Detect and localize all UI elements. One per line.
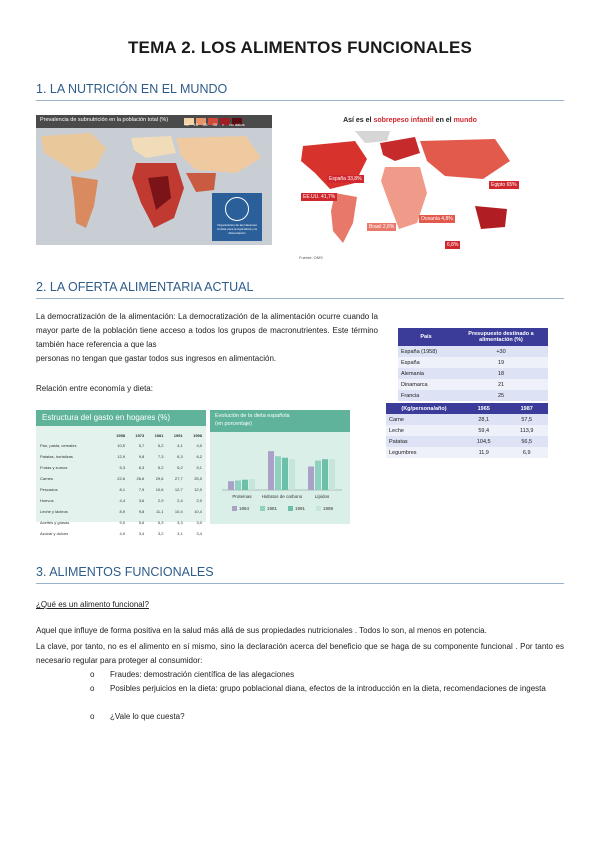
gasto-table-header: [39, 430, 203, 440]
x-tick-label: Hidratos de carbono: [261, 494, 303, 499]
table-row: Carne 28,1 57,5: [386, 414, 548, 425]
diet-table-header: (Kg/persona/año) 1965 1987: [386, 403, 548, 414]
section-heading-2: 2. LA OFERTA ALIMENTARIA ACTUAL: [36, 280, 254, 294]
gasto-column-header: 1998: [193, 432, 202, 438]
bar-lípidos-1964: [308, 467, 314, 490]
gasto-row-label: Leche y lácteos: [40, 509, 68, 514]
gasto-cell: 3,1: [177, 531, 183, 536]
bullet-item-2: Posibles perjuicios en la dieta: grupo poblacional diana, efectos de la introducción en la dieta, recomendaciones de ingesta: [110, 684, 546, 693]
document-title: TEMA 2. LOS ALIMENTOS FUNCIONALES: [127, 38, 473, 57]
child-overweight-map: [295, 115, 525, 263]
gasto-column-header: 1958: [116, 432, 126, 438]
gasto-cell: 5,2: [157, 465, 164, 470]
map-label-usa: EE.UU. 41,7%: [303, 194, 336, 200]
gasto-cell: 5,2: [157, 443, 164, 448]
gasto-cell: 22,6: [117, 476, 126, 481]
gasto-row-label: Patatas, hortalizas: [40, 454, 73, 459]
funcional-question: ¿Qué es un alimento funcional?: [36, 600, 149, 609]
table-row: [39, 462, 203, 473]
gasto-cell: 12,9: [117, 454, 126, 459]
section-heading-3: 3. ALIMENTOS FUNCIONALES: [36, 565, 214, 579]
gasto-cell: 2,9: [157, 498, 164, 503]
gasto-cell: 5,3: [157, 520, 164, 525]
bar-hidratos-de-carbono-1998: [289, 459, 295, 490]
x-tick-label: Proteínas: [232, 494, 252, 499]
map-label-oceania: Oceanía 4,8%: [421, 216, 453, 222]
gasto-cell: 4,0: [196, 443, 202, 448]
gasto-cell: 5,2: [177, 465, 183, 470]
gasto-cell: 11,1: [155, 509, 164, 514]
funcional-paragraph-1: Aquel que influye de forma positiva en la salud más allá de sus propiedades nutricionales . Todos lo son, al menos en potencia.: [36, 626, 487, 635]
section-rule-3: [36, 583, 564, 584]
gasto-cell: 10,5: [117, 443, 126, 448]
oferta-paragraph-2: personas no tengan que gastar todos sus ingresos en alimentación.: [36, 354, 277, 363]
gasto-title: Estructura del gasto en hogares (%): [36, 410, 206, 426]
oferta-paragraph-3: Relación entre economía y dieta:: [36, 384, 153, 393]
gasto-cell: 12,7: [174, 487, 183, 492]
legend-swatch-1981: [260, 506, 265, 511]
table-row: Dinamarca 21: [398, 379, 548, 390]
legend-swatch-1998: [316, 506, 321, 511]
gasto-cell: 4,4: [119, 498, 126, 503]
bar-lípidos-1981: [315, 461, 321, 490]
legend-swatch-1991: [288, 506, 293, 511]
dieta-evolucion-chart: [210, 410, 350, 524]
table-row: Francia 25: [398, 390, 548, 401]
gasto-cell: 5,6: [138, 520, 145, 525]
gasto-cell: 9,8: [138, 509, 145, 514]
legend-label-1964: 1964: [239, 506, 250, 511]
gasto-cell: 3,4: [196, 531, 202, 536]
gasto-cell: 5,7: [138, 443, 145, 448]
map-label-brazil: Brasil 2,8%: [369, 224, 395, 230]
overweight-map-title: Así es el sobrepeso infantil en el mundo: [343, 117, 477, 124]
bar-proteínas-1998: [249, 479, 255, 490]
gasto-cell: 9,8: [138, 454, 145, 459]
budget-table: [398, 328, 548, 401]
table-row: [39, 440, 203, 451]
map-caption: Prevalencia de subnutrición en la población total (%): [40, 117, 169, 123]
fao-logo: Organización de las Naciones Unidas para la Agricultura y la Alimentación: [212, 193, 262, 241]
gasto-column-header: 1991: [173, 432, 183, 438]
map-source: Fuente: OMS: [299, 255, 323, 260]
gasto-row-label: Frutas y zumos: [40, 465, 68, 470]
table-row: [39, 451, 203, 462]
gasto-cell: 10,4: [194, 509, 202, 514]
gasto-cell: 4,1: [177, 443, 183, 448]
gasto-cell: 7,3: [157, 454, 164, 459]
budget-table-header: País Presupuesto destinado a alimentación (%): [398, 328, 548, 346]
table-row: [39, 506, 203, 517]
gasto-cell: 5,1: [196, 465, 202, 470]
oferta-paragraph-1: La democratización de la alimentación: La democratización de la alimentación ocurre cuando la mayor parte de la población tiene acceso a todos los grupos de macronutrientes. Este término también hace referencia a que las: [36, 312, 378, 349]
gasto-cell: 29,6: [155, 476, 164, 481]
bullet-item-3: ¿Vale lo que cuesta?: [110, 712, 185, 721]
table-row: Patatas 104,5 56,5: [386, 436, 548, 447]
dieta-plot: [210, 432, 350, 524]
dieta-title: Evolución de la dieta española: [215, 413, 290, 419]
gasto-cell: 27,7: [174, 476, 183, 481]
bar-proteínas-1964: [228, 481, 234, 490]
gasto-row-label: Pescados: [40, 487, 58, 492]
table-row: España 19: [398, 357, 548, 368]
gasto-cell: 12,0: [194, 487, 202, 492]
bar-hidratos-de-carbono-1981: [275, 456, 281, 490]
gasto-cell: 25,0: [194, 476, 202, 481]
table-row: Alemania 18: [398, 368, 548, 379]
bullet-mark: o: [90, 684, 95, 693]
map-legend-labels: <5 15 25 35 > no datos: [184, 122, 245, 127]
bar-proteínas-1991: [242, 480, 248, 490]
bar-proteínas-1981: [235, 480, 241, 490]
gasto-row-label: Azúcar y dulces: [40, 531, 69, 536]
gasto-cell: 2,4: [177, 498, 183, 503]
gasto-row-label: Huevos: [40, 498, 54, 503]
gasto-cell: 6,3: [138, 465, 145, 470]
table-row: Legumbres 11,9 6,9: [386, 447, 548, 458]
overweight-map-shapes: [295, 131, 525, 251]
gasto-column-header: 1981: [154, 432, 164, 438]
funcional-paragraph-2: La clave, por tanto, no es el alimento en sí mismo, sino la declaración acerca del beneficio que se haga de su componente funcional . Por tanto es necesario regular para proteger al consumidor:: [36, 642, 564, 665]
section-heading-1: 1. LA NUTRICIÓN EN EL MUNDO: [36, 82, 228, 96]
bullet-mark: o: [90, 670, 95, 679]
gasto-cell: 8,1: [119, 487, 126, 492]
gasto-cell: 10,6: [155, 487, 164, 492]
gasto-cell: 8,9: [119, 509, 126, 514]
diet-kg-table: [386, 403, 548, 458]
gasto-column-header: [39, 430, 107, 440]
bar-lípidos-1991: [322, 459, 328, 490]
gasto-cell: 3,3: [177, 520, 183, 525]
gasto-table: [39, 430, 203, 539]
gasto-cell: 26,6: [136, 476, 145, 481]
gasto-cell: 10,4: [174, 509, 183, 514]
map-label-spain: España 33,8%: [329, 176, 362, 182]
gasto-column-header: 1973: [135, 432, 145, 438]
dieta-subtitle: (en porcentaje): [215, 421, 252, 427]
bar-hidratos-de-carbono-1964: [268, 451, 274, 490]
gasto-cell: 2,0: [196, 498, 202, 503]
gasto-cell: 3,2: [157, 531, 164, 536]
table-row: [39, 517, 203, 528]
table-row: [39, 484, 203, 495]
undernutrition-map: [36, 115, 272, 245]
legend-label-1991: 1991: [295, 506, 306, 511]
gasto-cell: 5,3: [119, 465, 126, 470]
table-row: [39, 473, 203, 484]
table-row: [39, 528, 203, 539]
legend-label-1998: 1998: [323, 506, 334, 511]
gasto-cell: 3,6: [138, 498, 145, 503]
gasto-cell: 6,2: [196, 454, 202, 459]
gasto-cell: 4,0: [119, 531, 126, 536]
bullet-item-1: Fraudes: demostración científica de las alegaciones: [110, 670, 295, 679]
table-row: España (1958) +30: [398, 346, 548, 357]
gasto-row-label: Aceites y grasas: [40, 520, 70, 525]
dieta-title-box: [210, 410, 350, 432]
gasto-cell: 9,0: [119, 520, 126, 525]
gasto-row-label: Carnes: [40, 476, 53, 481]
gasto-cell: 3,4: [138, 531, 145, 536]
gasto-hogares-chart: [36, 410, 206, 536]
gasto-row-label: Pan, pasta, cereales: [40, 443, 77, 448]
table-row: [39, 495, 203, 506]
bar-lípidos-1998: [329, 459, 335, 490]
section-rule-1: [36, 100, 564, 101]
map-label-extra: 6,8%: [447, 242, 459, 248]
map-label-egypt: Egipto 65%: [491, 182, 517, 188]
section-rule-2: [36, 298, 564, 299]
x-tick-label: Lípidos: [314, 494, 330, 499]
gasto-cell: 6,3: [177, 454, 183, 459]
gasto-cell: 3,0: [196, 520, 202, 525]
legend-swatch-1964: [232, 506, 237, 511]
legend-label-1981: 1981: [267, 506, 278, 511]
bullet-mark: o: [90, 712, 95, 721]
bar-hidratos-de-carbono-1991: [282, 458, 288, 490]
gasto-cell: 7,9: [138, 487, 145, 492]
table-row: Leche 59,4 113,9: [386, 425, 548, 436]
